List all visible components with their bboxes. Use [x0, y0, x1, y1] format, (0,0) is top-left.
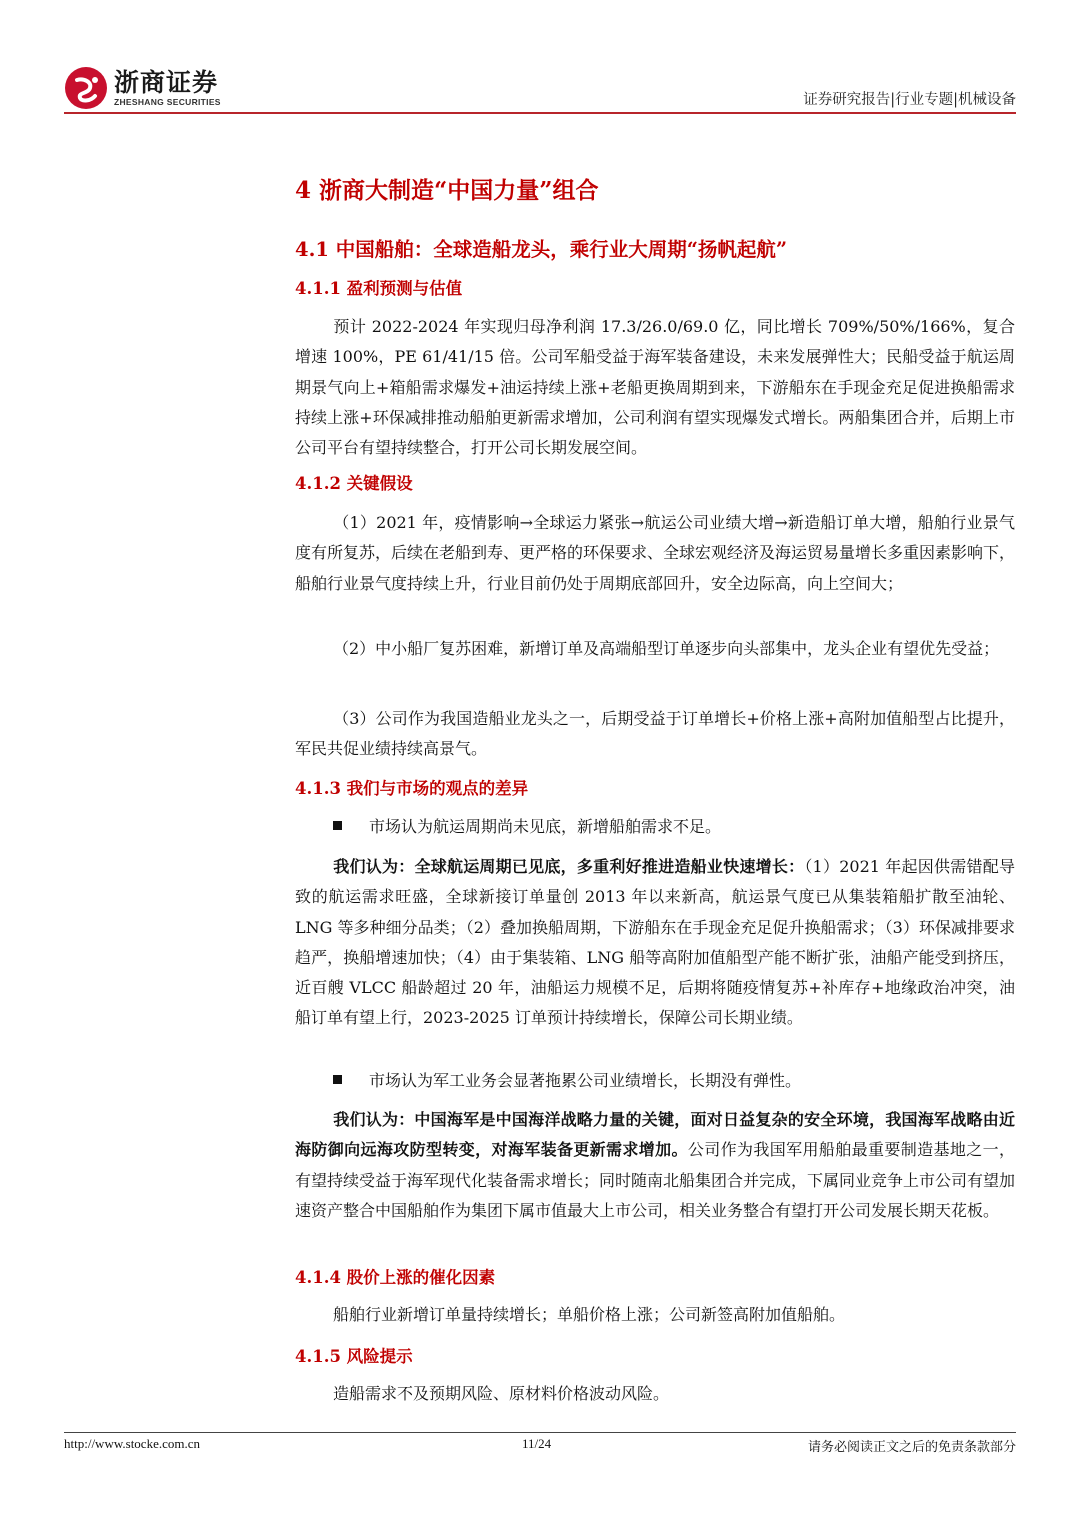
paragraph-assumption-3: [295, 704, 1015, 765]
our-view-lead: 我们认为：全球航运周期已见底，多重利好推进造船业快速增长：: [333, 857, 805, 876]
footer-url-link[interactable]: http://www.stocke.com.cn: [64, 1436, 200, 1451]
market-view-2: [333, 1066, 801, 1096]
paragraph-our-view-2: [295, 1105, 1015, 1226]
paragraph-text: （2）中小船厂复苏困难，新增订单及高端船型订单逐步向头部集中，龙头企业有望优先受益；: [333, 639, 1000, 658]
paragraph-text: 公司作为我国军用船舶最重要制造基地之一，有望持续受益于海军现代化装备需求增长；同时随南北船集团合并完成，下属同业竞争上市公司有望加速资产整合中国船舶作为集团下属市值最大上市公司，相关业务整合有望打开公司发展长期天花板。: [295, 1140, 1016, 1220]
paragraph-text: 船舶行业新增订单量持续增长；单船价格上涨；公司新签高附加值船舶。: [333, 1305, 846, 1324]
bullet-text: 市场认为军工业务会显著拖累公司业绩增长，长期没有弹性。: [369, 1071, 802, 1090]
paragraph-earnings-forecast: [295, 312, 1015, 463]
heading-4-1-2: 4.1.2 关键假设: [295, 474, 413, 493]
header-divider: [64, 112, 1016, 114]
company-logo: [64, 62, 221, 114]
bullet-square-icon: [333, 1075, 342, 1084]
bullet-text: 市场认为航运周期尚未见底，新增船舶需求不足。: [369, 817, 722, 836]
footer-disclaimer: 请务必阅读正文之后的免责条款部分: [807, 1440, 1016, 1455]
our-view-lead: 我们认为：中国海军是中国海洋战略力量的关键，面对日益复杂的安全环境，我国海军战略由近海防御向远海攻防型转变，对海军装备更新需求增加。: [295, 1110, 1015, 1160]
report-category: 证券研究报告|行业专题|机械设备: [803, 92, 1016, 108]
market-view-1: [333, 812, 721, 842]
paragraph-text: 造船需求不及预期风险、原材料价格波动风险。: [333, 1384, 670, 1403]
section-title: 4 浙商大制造“中国力量”组合: [295, 177, 599, 204]
page-header: [64, 62, 1016, 114]
logo-english-name: ZHESHANG SECURITIES: [114, 97, 221, 107]
paragraph-assumption-1: [295, 508, 1015, 599]
zheshang-logo-icon: [64, 66, 108, 110]
paragraph-assumption-2: [295, 634, 1015, 664]
paragraph-text: （3）公司作为我国造船业龙头之一，后期受益于订单增长+价格上涨+高附加值船型占比提升，军民共促业绩持续高景气。: [295, 709, 1015, 759]
heading-4-1-5: 4.1.5 风险提示: [295, 1347, 413, 1366]
paragraph-text: （1）2021 年起因供需错配导致的航运需求旺盛，全球新接订单量创 2013 年以来新高，航运景气度已从集装箱船扩散至油轮、LNG 等多种细分品类；（2）叠加换船周期，下游船东在手现金充足促升换船需求；（3）环保减排要求趋严，换船增速加快；（4）由于集装箱、LNG 船等高附加值船型产能不断扩张，油船产能受到挤压，近百艘 VLCC 船龄超过 20 年，油船运力规模不足，后期将随疫情复苏+补库存+地缘政治冲突，油船订单有望上行，2023-2025 订单预计持续增长，保障公司长期业绩。: [295, 857, 1015, 1028]
heading-4-1-3: 4.1.3 我们与市场的观点的差异: [295, 779, 529, 798]
paragraph-text: 预计 2022-2024 年实现归母净利润 17.3/26.0/69.0 亿，同比增长 709%/50%/166%，复合增速 100%，PE 61/41/15 倍。公司军船受益于海军装备建设，未来发展弹性大；民船受益于航运周期景气向上+箱船需求爆发+油运持续上涨+老船更换周期到来，下游船东在手现金充足促进换船需求持续上涨+环保减排推动船舶更新需求增加，公司利润有望实现爆发式增长。两船集团合并，后期上市公司平台有望持续整合，打开公司长期发展空间。: [295, 317, 1015, 458]
bullet-square-icon: [333, 821, 342, 830]
footer-divider: [64, 1432, 1016, 1433]
paragraph-our-view-1: [295, 852, 1015, 1034]
heading-4-1-1: 4.1.1 盈利预测与估值: [295, 279, 463, 298]
paragraph-catalysts: [295, 1300, 1015, 1330]
heading-4-1-4: 4.1.4 股价上涨的催化因素: [295, 1268, 496, 1287]
subsection-title: 4.1 中国船舶：全球造船龙头，乘行业大周期“扬帆起航”: [295, 238, 788, 261]
paragraph-text: （1）2021 年，疫情影响→全球运力紧张→航运公司业绩大增→新造船订单大增，船舶行业景气度有所复苏，后续在老船到寿、更严格的环保要求、全球宏观经济及海运贸易量增长多重因素影响下，船舶行业景气度持续上升，行业目前仍处于周期底部回升，安全边际高，向上空间大；: [295, 513, 1016, 593]
paragraph-risks: [295, 1379, 1015, 1409]
page-number: 11/24: [522, 1436, 552, 1451]
logo-chinese-name: 浙商证券: [114, 68, 219, 97]
